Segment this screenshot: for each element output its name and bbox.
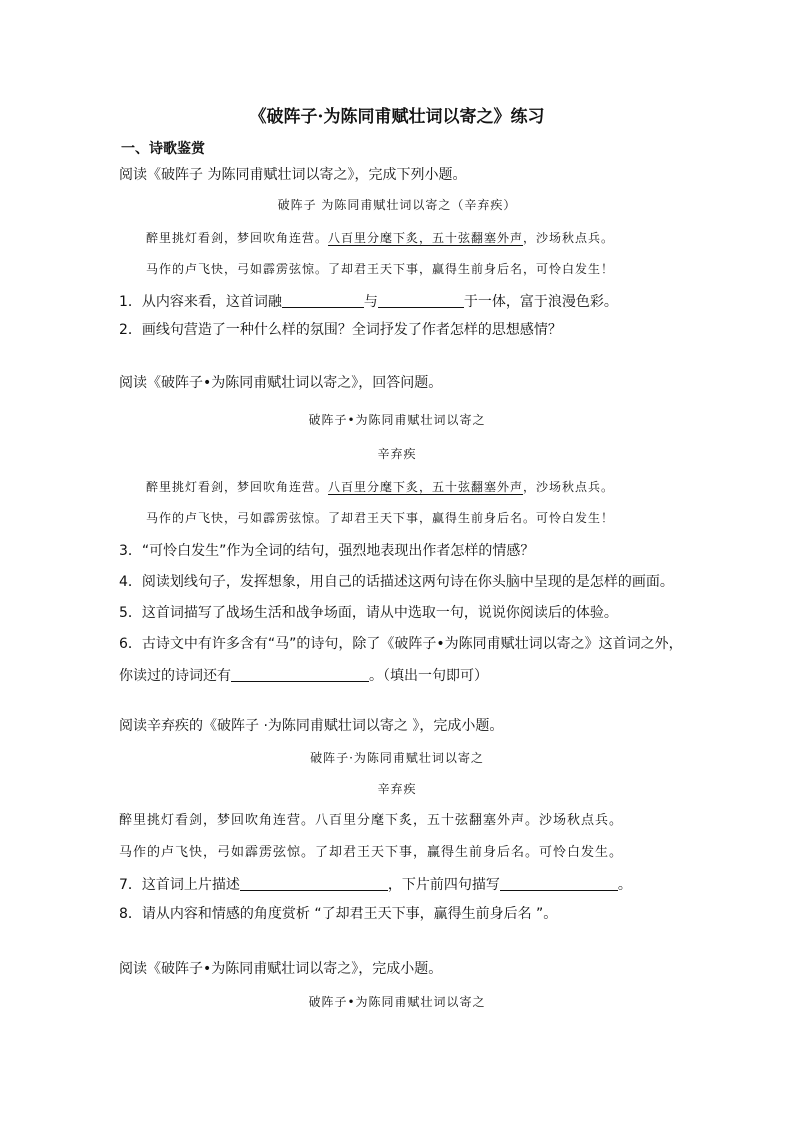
question-1-part2: 与 — [363, 294, 378, 310]
group2-poem-line1 — [146, 480, 614, 494]
group3-poem-line1: 醉里挑灯看剑，梦回吹角连营。八百里分麾下炙，五十弦翻塞外声。沙场秋点兵。 — [119, 813, 624, 828]
group1-poem-line1-start: 醉里挑灯看剑，梦回吹角连营。 — [146, 231, 329, 245]
question-1-blank1[interactable] — [282, 293, 364, 308]
question-6-line1: 6．古诗文中有许多含有“马”的诗句，除了《破阵子•为陈同甫赋壮词以寄之》这首词之外， — [119, 636, 683, 652]
question-7-part1: 7．这首词上片描述 — [119, 877, 240, 893]
group1-poem-line2: 马作的卢飞快，弓如霹雳弦惊。了却君王天下事，赢得生前身后名，可怜白发生！ — [146, 262, 615, 276]
question-7 — [119, 876, 632, 894]
question-6-part1: 你读过的诗词还有 — [119, 668, 231, 684]
group1-poem-underlined: 八百里分麾下炙，五十弦翻塞外声 — [328, 231, 524, 245]
group2-poem-line1-end: ，沙场秋点兵。 — [523, 480, 615, 494]
question-7-part3: 。 — [617, 877, 632, 893]
group2-intro: 阅读《破阵子•为陈同甫赋壮词以寄之》，回答问题。 — [119, 375, 443, 391]
group4-intro: 阅读《破阵子•为陈同甫赋壮词以寄之》，完成小题。 — [119, 961, 443, 977]
question-1 — [119, 293, 618, 311]
group4-poem-title: 破阵子•为陈同甫赋壮词以寄之 — [308, 995, 486, 1009]
group3-poem-author: 辛弃疾 — [377, 782, 417, 796]
question-1-blank2[interactable] — [378, 293, 464, 308]
group3-poem-title: 破阵子·为陈同甫赋壮词以寄之 — [310, 751, 484, 765]
group2-poem-author: 辛弃疾 — [377, 447, 417, 461]
question-8: 8．请从内容和情感的角度赏析 “了却君王天下事，赢得生前身后名 ”。 — [119, 906, 558, 922]
group2-poem-title: 破阵子•为陈同甫赋壮词以寄之 — [308, 413, 486, 427]
question-6-line2 — [119, 667, 488, 685]
group3-poem-line2: 马作的卢飞快，弓如霹雳弦惊。了却君王天下事，赢得生前身后名。可怜白发生。 — [119, 845, 624, 860]
group1-poem-line1 — [146, 231, 614, 245]
group1-poem-line1-end: ，沙场秋点兵。 — [523, 231, 615, 245]
question-5: 5．这首词描写了战场生活和战争场面，请从中选取一句，说说你阅读后的体验。 — [119, 605, 618, 621]
question-7-blank1[interactable] — [240, 876, 388, 891]
group1-intro: 阅读《破阵子 为陈同甫赋壮词以寄之》，完成下列小题。 — [119, 167, 467, 183]
group2-poem-line2: 马作的卢飞快，弓如霹雳弦惊。了却君王天下事，赢得生前身后名。可怜白发生！ — [146, 511, 615, 525]
group2-poem-line1-start: 醉里挑灯看剑，梦回吹角连营。 — [146, 480, 329, 494]
group2-poem-underlined: 八百里分麾下炙，五十弦翻塞外声 — [328, 480, 524, 494]
question-6-blank[interactable] — [231, 667, 369, 682]
question-6-part2: 。（填出一句即可） — [369, 668, 488, 684]
section-heading: 一、诗歌鉴赏 — [121, 141, 205, 157]
question-7-blank2[interactable] — [500, 876, 618, 891]
group1-poem-title: 破阵子 为陈同甫赋壮词以寄之（辛弃疾） — [277, 198, 517, 212]
question-7-part2: ，下片前四句描写 — [387, 877, 500, 893]
question-3: 3．“可怜白发生”作为全词的结句，强烈地表现出作者怎样的情感？ — [119, 543, 535, 559]
question-4: 4．阅读划线句子，发挥想象，用自己的话描述这两句诗在你头脑中呈现的是怎样的画面。 — [119, 574, 674, 590]
document-title: 《破阵子·为陈同甫赋壮词以寄之》练习 — [249, 107, 545, 127]
group3-intro: 阅读辛弃疾的《破阵子 ·为陈同甫赋壮词以寄之 》，完成小题。 — [119, 718, 504, 734]
question-1-part3: 于一体，富于浪漫色彩。 — [463, 294, 618, 310]
question-2: 2．画线句营造了一种什么样的氛围？全词抒发了作者怎样的思想感情？ — [119, 322, 562, 338]
question-1-part1: 1．从内容来看，这首词融 — [119, 294, 282, 310]
